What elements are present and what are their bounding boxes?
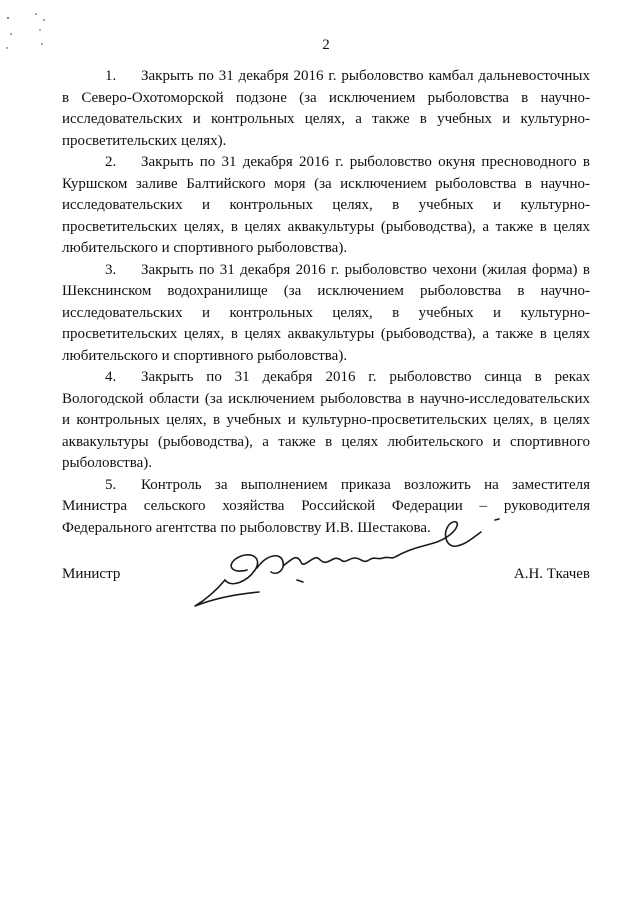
paragraph-number: 2. <box>105 154 117 170</box>
paragraph-4 <box>62 367 590 475</box>
paragraph-number: 3. <box>105 261 117 278</box>
paragraph-3 <box>62 260 590 368</box>
page-number: 2 <box>322 37 330 53</box>
paragraph-number: 5. <box>105 476 117 493</box>
paragraph-text: Закрыть по 31 декабря 2016 г. рыболовство окуня пресноводного в Куршском заливе Балтийского моря (за исключением рыболовства в научно-исследовательских и контрольных целях, в учебных и культурно-просветительских целях, в целях аквакультуры (рыбоводства), а также в целях любительского и спортивного рыболовства). <box>62 154 590 256</box>
paragraph-text: Закрыть по 31 декабря 2016 г. рыболовство синца в реках Вологодской области (за исключением рыболовства в научно-исследовательских и контрольных целях, в учебных и культурно-просветительских целях, в целях аквакультуры (рыбоводства), а также в целях любительского и спортивного рыболовства). <box>62 369 590 471</box>
paragraph-text: Контроль за выполнением приказа возложить на заместителя Министра сельского хозяйства Российской Федерации – руководителя Федерального агентства по рыболовству И.В. Шестакова. <box>62 476 590 536</box>
handwritten-signature <box>185 508 515 618</box>
paragraph-1 <box>62 66 590 152</box>
signatory-title: Министр <box>62 566 121 582</box>
paragraph-number: 4. <box>105 369 117 385</box>
document-body <box>62 66 590 539</box>
paragraph-number: 1. <box>105 68 117 84</box>
paragraph-text: Закрыть по 31 декабря 2016 г. рыболовство чехони (жилая форма) в Шекснинском водохранилище (за исключением рыболовства в научно-исследовательских и контрольных целях, в учебных и культурно-просветительских целях, в целях аквакультуры (рыбоводства), а также в целях любительского и спортивного рыболовства). <box>62 261 590 364</box>
paragraph-2 <box>62 152 590 260</box>
signatory-name: А.Н. Ткачев <box>513 566 590 582</box>
paragraph-text: Закрыть по 31 декабря 2016 г. рыболовство камбал дальневосточных в Северо-Охотоморской подзоне (за исключением рыболовства в научно-исследовательских и контрольных целях, а также в учебных и культурно-просветительских целях). <box>62 68 590 149</box>
